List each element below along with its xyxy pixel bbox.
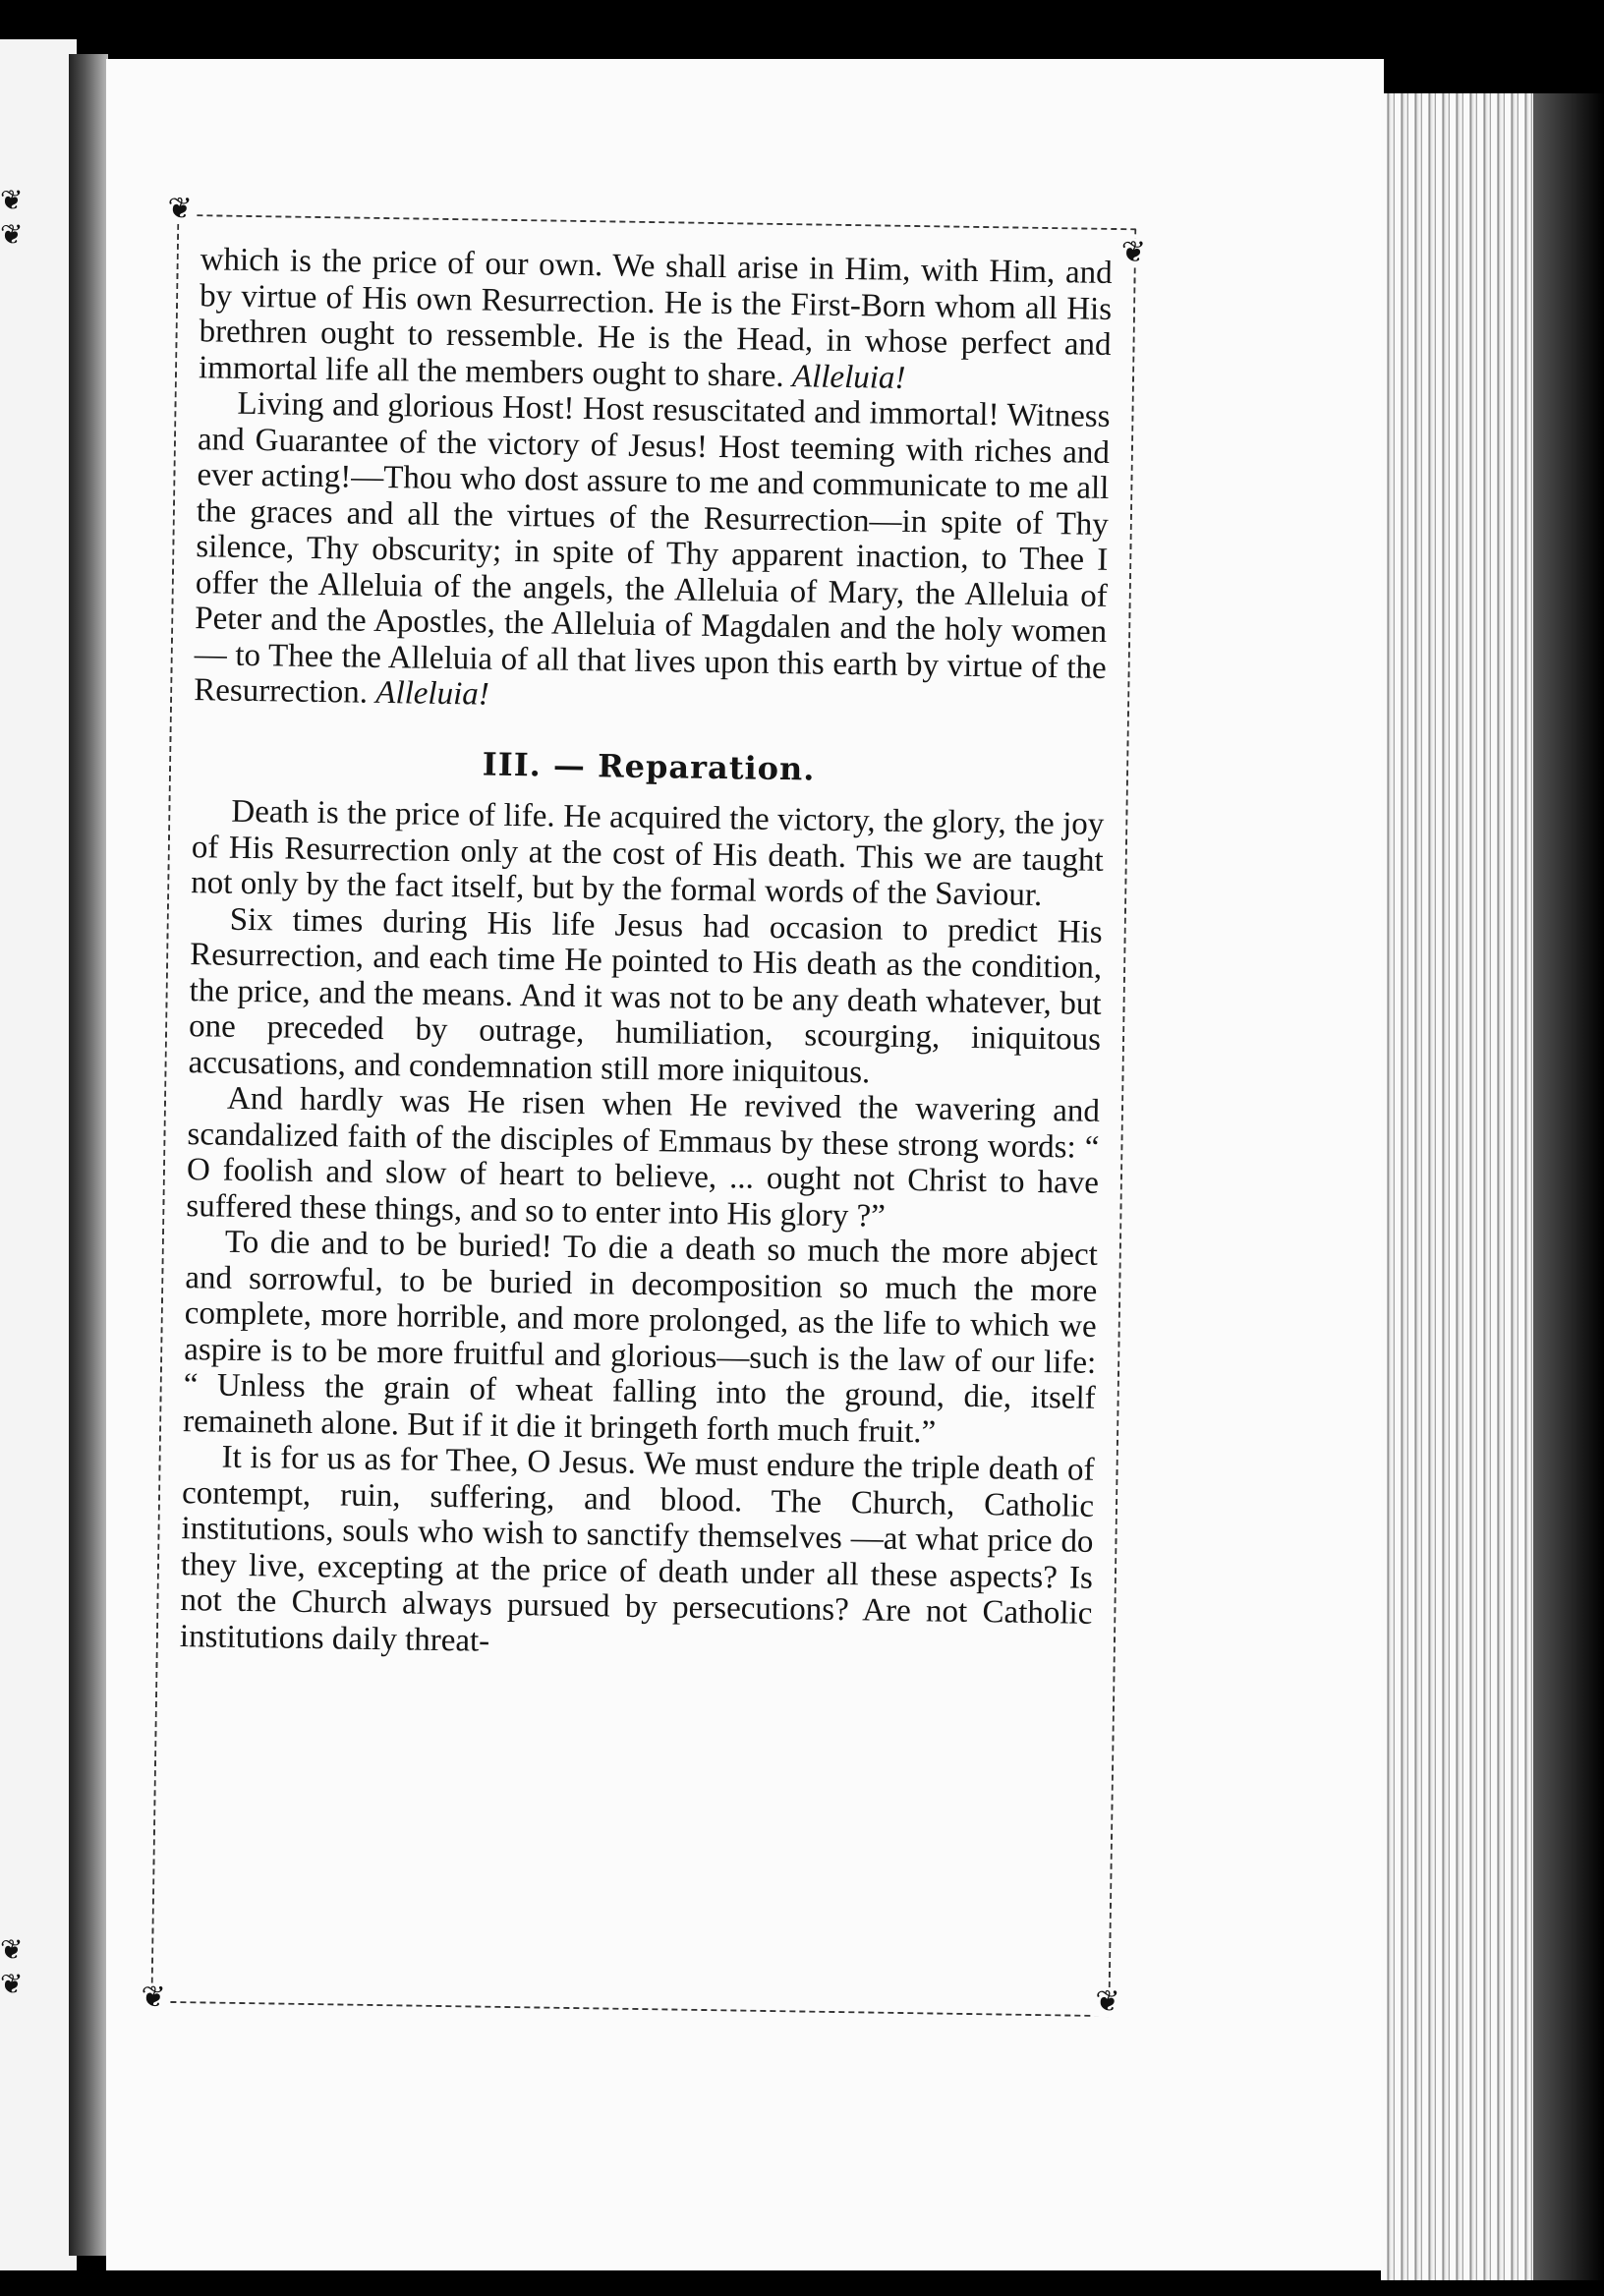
page-text xyxy=(180,242,1113,1668)
paragraph: Six times during His life Jesus had occasion to predict His Resurrection, and each time He pointed to His death as the condition, the price, and the means. And it was not to be any death whatever, but one preceded by outrage, humiliation, scourging, iniquitous accusations, and condemnation still more iniquitous. xyxy=(188,901,1103,1090)
ornament-icon: ❦ xyxy=(0,186,24,216)
ornament-icon: ❦ xyxy=(0,1970,24,2000)
page-edges-shadow xyxy=(1533,93,1604,2280)
paragraph xyxy=(199,242,1113,399)
alleluia-text: Alleluia! xyxy=(791,358,906,396)
alleluia-text: Alleluia! xyxy=(375,674,490,713)
paragraph: It is for us as for Thee, O Jesus. We must endure the triple death of contempt, ruin, suffering, and blood. The Church, Catholic institutions, souls who wish to sanctify themselves —at what price do they live, excepting at the price of death under all these aspects? Is not the Church always pursued by persecutions? Are not Catholic institutions daily threat- xyxy=(179,1439,1095,1659)
ornament-icon: ❦ xyxy=(0,220,24,251)
section-heading: III. — Reparation. xyxy=(482,745,816,788)
paragraph xyxy=(194,385,1111,721)
paragraph-text: which is the price of our own. We shall arise in Him, with Him, and by virtue of His own Resurrection. He is the First-Born whom all His brethren ought to ressemble. He is the Head, in whose perfect and immortal life all the members ought to share. xyxy=(198,242,1113,394)
paragraph-text: Living and glorious Host! Host resuscitated and immortal! Witness and Guarantee of the victory of Jesus! Host teeming with riches and ever acting!—Thou who dost assure to me and communicate to me all the graces and all the virtues of the Resurrection—in spite of Thy silence, Thy obscurity; in spite of Thy apparent inaction, to Thee I offer the Alleluia of the angels, the Alleluia of Mary, the Alleluia of Peter and the Apostles, the Alleluia of Magdalen and the holy women — to Thee the Alleluia of all that lives upon this earth by virtue of the Resurrection. xyxy=(193,385,1111,711)
paragraph: Death is the price of life. He acquired the victory, the glory, the joy of His Resurrection only at the cost of His death. This we are taught not only by the fact itself, but by the formal words of the Saviour. xyxy=(191,793,1105,913)
paragraph: To die and to be buried! To die a death so much the more abject and sorrowful, to be buried in decomposition so much the more complete, more horrible, and more prolonged, as the life to which we aspire is to be more fruitful and glorious—such is the law of our life: “ Unless the grain of wheat falling into the ground, die, itself remaineth alone. But if it die it bringeth forth much fruit.” xyxy=(182,1224,1099,1450)
text-frame xyxy=(141,192,1147,2019)
facing-page-edge xyxy=(0,39,77,2270)
corner-ornament-icon: ❦ xyxy=(167,192,193,226)
corner-ornament-icon: ❦ xyxy=(141,1980,166,2014)
book-gutter xyxy=(69,54,108,2256)
paragraph: And hardly was He risen when He revived the wavering and scandalized faith of the disciples of Emmaus by these strong words: “ O foolish and slow of heart to believe, ... ought not Christ to have suffered these things, and so to enter into His glory ?” xyxy=(186,1080,1101,1234)
corner-ornament-icon: ❦ xyxy=(1120,236,1147,269)
corner-ornament-icon: ❦ xyxy=(1095,1984,1120,2019)
ornament-icon: ❦ xyxy=(0,1935,24,1966)
